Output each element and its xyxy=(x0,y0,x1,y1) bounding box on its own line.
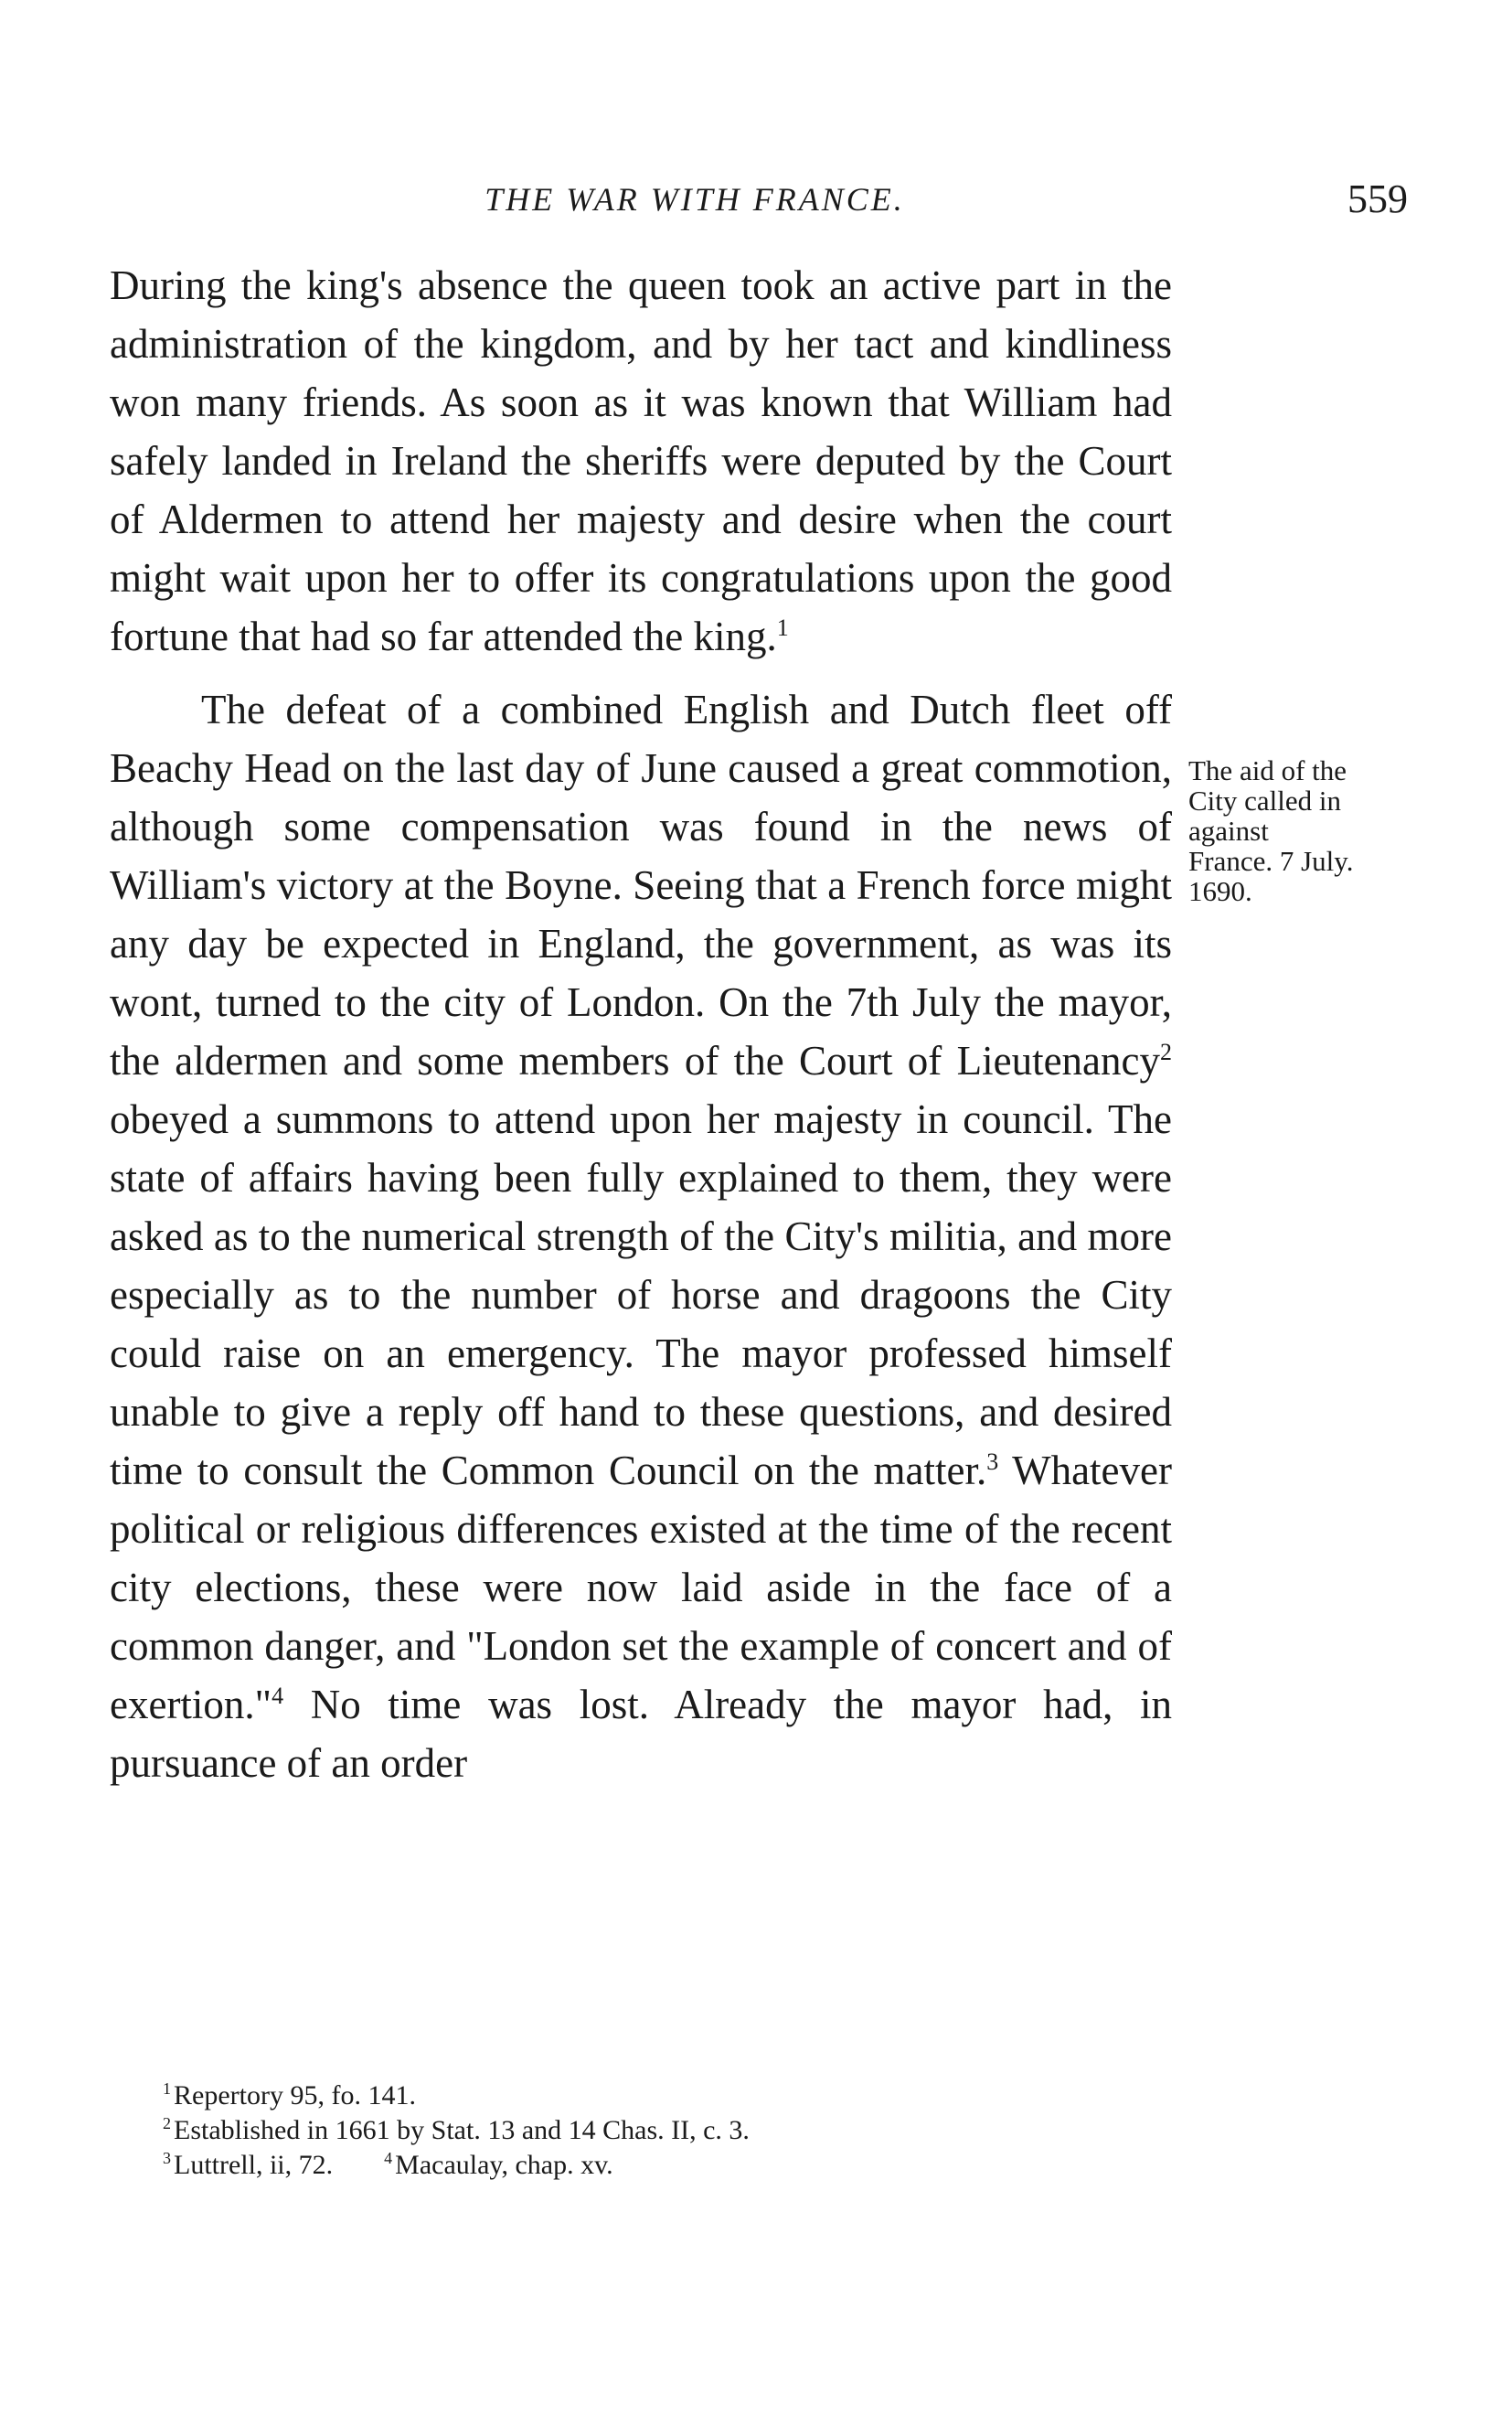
margin-note-line: France. 7 July. xyxy=(1188,845,1354,877)
footnote-mark: 1 xyxy=(163,2079,171,2098)
page-header xyxy=(110,172,1408,227)
running-title: THE WAR WITH FRANCE. xyxy=(484,181,905,218)
footnote-ref-3: 3 xyxy=(986,1448,999,1475)
footnote-mark: 4 xyxy=(384,2149,393,2167)
footnote-2 xyxy=(163,2113,1168,2148)
margin-note-line: City called in xyxy=(1188,785,1342,817)
paragraph-2-text-c: Whatever political or religious differences existed at the time of the recent city elections, these were now laid aside in the face of a common danger, and "London set the example of concert and of exertion." xyxy=(110,1448,1172,1727)
paragraph-2-text-b: obeyed a summons to attend upon her majesty in council. The state of affairs having been fully explained to them, they were asked as to the numerical strength of the City's militia, and more especially as to the number of horse and dragoons the City could raise on an emergency. The mayor professed himself unable to give a reply off hand to these questions, and desired time to consult the Common Council on the matter. xyxy=(110,1096,1172,1493)
footnotes xyxy=(163,2078,1168,2183)
footnote-text: Macaulay, chap. xv. xyxy=(395,2150,613,2180)
margin-note-line: 1690. xyxy=(1188,875,1252,907)
paragraph-2-text-a: The defeat of a combined English and Dutch fleet off Beachy Head on the last day of June caused a great commotion, although some compensation was found in the news of William's victory at the Boyne. Seeing that a French force might any day be expected in England, the government, as was its wont, turned to the city of London. On the 7th July the mayor, the aldermen and some members of the Court of Lieutenancy xyxy=(110,687,1172,1084)
margin-note xyxy=(1188,755,1417,906)
footnote-ref-2: 2 xyxy=(1160,1039,1172,1065)
paragraph-2 xyxy=(110,680,1172,1792)
paragraph-2-text-d: No time was lost. Already the mayor had, in pursuance of an order xyxy=(110,1682,1172,1786)
footnote-mark: 2 xyxy=(163,2114,171,2132)
margin-note-line: The aid of the xyxy=(1188,754,1347,786)
footnote-ref-4: 4 xyxy=(272,1683,284,1709)
margin-note-line: against xyxy=(1188,815,1269,847)
footnote-text: Established in 1661 by Stat. 13 and 14 Chas. II, c. 3. xyxy=(174,2115,750,2145)
footnote-text: Luttrell, ii, 72. xyxy=(174,2150,334,2180)
body-text xyxy=(110,256,1172,1792)
footnote-text: Repertory 95, fo. 141. xyxy=(174,2080,416,2110)
paragraph-1-text: During the king's absence the queen took an active part in the administration of the kingdom, and by her tact and kindliness won many friends. As soon as it was known that William had safely landed in Ireland the sheriffs were deputed by the Court of Aldermen to attend her majesty and desire when the court might wait upon her to offer its congratulations upon the good fortune that had so far attended the king. xyxy=(110,262,1172,659)
footnote-3-4 xyxy=(163,2148,1168,2183)
paragraph-1 xyxy=(110,256,1172,666)
footnote-ref-1: 1 xyxy=(776,614,789,641)
footnote-1 xyxy=(163,2078,1168,2113)
page-number: 559 xyxy=(1347,176,1408,221)
footnote-mark: 3 xyxy=(163,2149,171,2167)
